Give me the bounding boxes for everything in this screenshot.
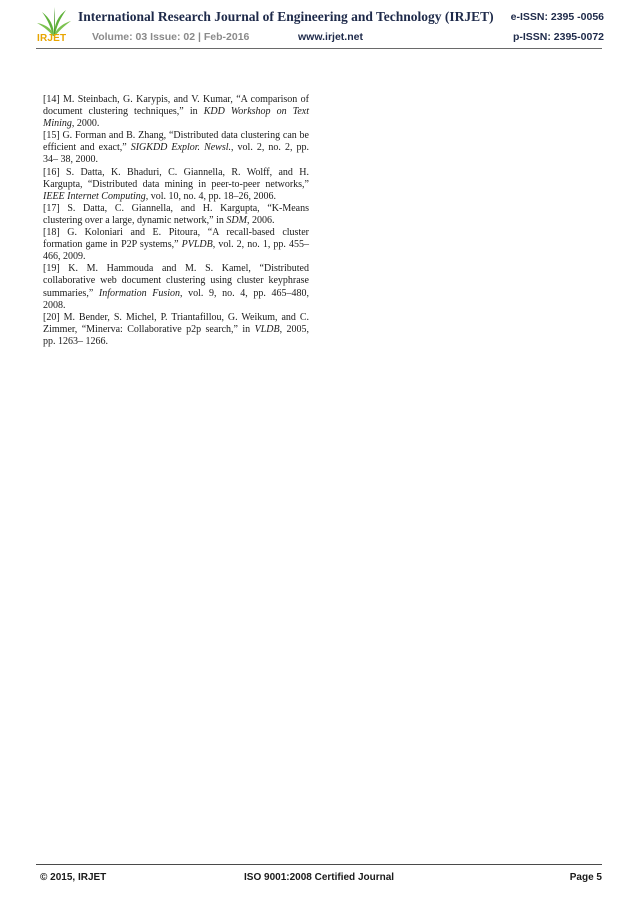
reference-venue: Information Fusion [98, 287, 181, 299]
page-number: Page 5 [569, 872, 602, 883]
reference-text: [17] S. Datta, C. Giannella, and H. Kargupta, “K-Means clustering over a large, dynamic network,” in [43, 202, 309, 226]
reference-item [43, 312, 309, 348]
reference-details: , 2000. [71, 118, 100, 130]
reference-item [43, 130, 309, 166]
reference-venue: KDD Workshop on Text Mining [43, 106, 309, 130]
reference-venue: IEEE Internet Computing [43, 190, 146, 202]
reference-item [43, 167, 309, 203]
reference-item [43, 94, 309, 130]
reference-venue: SIGKDD Explor. Newsl. [130, 142, 232, 154]
reference-text: [14] M. Steinbach, G. Karypis, and V. Kumar, “A comparison of document clustering techniques,” in [43, 94, 309, 118]
p-issn: p-ISSN: 2395-0072 [512, 31, 604, 43]
reference-item [43, 263, 309, 311]
reference-text: [16] S. Datta, K. Bhaduri, C. Giannella, R. Wolff, and H. Kargupta, “Distributed data mining in peer-to-peer networks,” [43, 166, 309, 190]
reference-details: , 2006. [246, 214, 275, 226]
reference-details: , vol. 9, no. 4, pp. 465–480, 2008. [43, 287, 309, 311]
header-divider [36, 48, 602, 49]
reference-text: [19] K. M. Hammouda and M. S. Kamel, “Distributed collaborative web document clustering using cluster keyphrase summaries,” [43, 263, 309, 299]
reference-item [43, 203, 309, 227]
reference-list [43, 94, 309, 348]
volume-issue: Volume: 03 Issue: 02 | Feb-2016 [92, 31, 250, 43]
reference-text: [18] G. Koloniari and E. Pitoura, “A recall-based cluster formation game in P2P systems,” [43, 227, 309, 251]
journal-website-link[interactable]: www.irjet.net [298, 31, 363, 43]
reference-details: , vol. 10, no. 4, pp. 18–26, 2006. [145, 190, 277, 202]
reference-text: [15] G. Forman and B. Zhang, “Distributed data clustering can be efficient and exact,” [43, 130, 309, 154]
logo-text: IRJET [37, 33, 67, 44]
footer-copyright: © 2015, IRJET [40, 872, 107, 883]
e-issn: e-ISSN: 2395 -0056 [510, 11, 604, 23]
reference-details: , vol. 2, no. 2, pp. 34– 38, 2000. [43, 142, 309, 166]
reference-details: , vol. 2, no. 1, pp. 455–466, 2009. [43, 239, 310, 263]
reference-text: [20] M. Bender, S. Michel, P. Triantafillou, G. Weikum, and C. Zimmer, “Minerva: Collaborative p2p search,” in [43, 311, 309, 335]
footer-certification: ISO 9001:2008 Certified Journal [244, 872, 395, 883]
reference-venue: PVLDB [181, 239, 213, 251]
journal-title: International Research Journal of Engineering and Technology (IRJET) [78, 9, 494, 24]
footer-divider [36, 864, 602, 865]
reference-venue: VLDB [254, 323, 280, 335]
reference-item [43, 227, 309, 263]
reference-details: , 2005, pp. 1263– 1266. [43, 323, 310, 347]
reference-venue: SDM [226, 214, 247, 226]
page-header [0, 0, 638, 52]
